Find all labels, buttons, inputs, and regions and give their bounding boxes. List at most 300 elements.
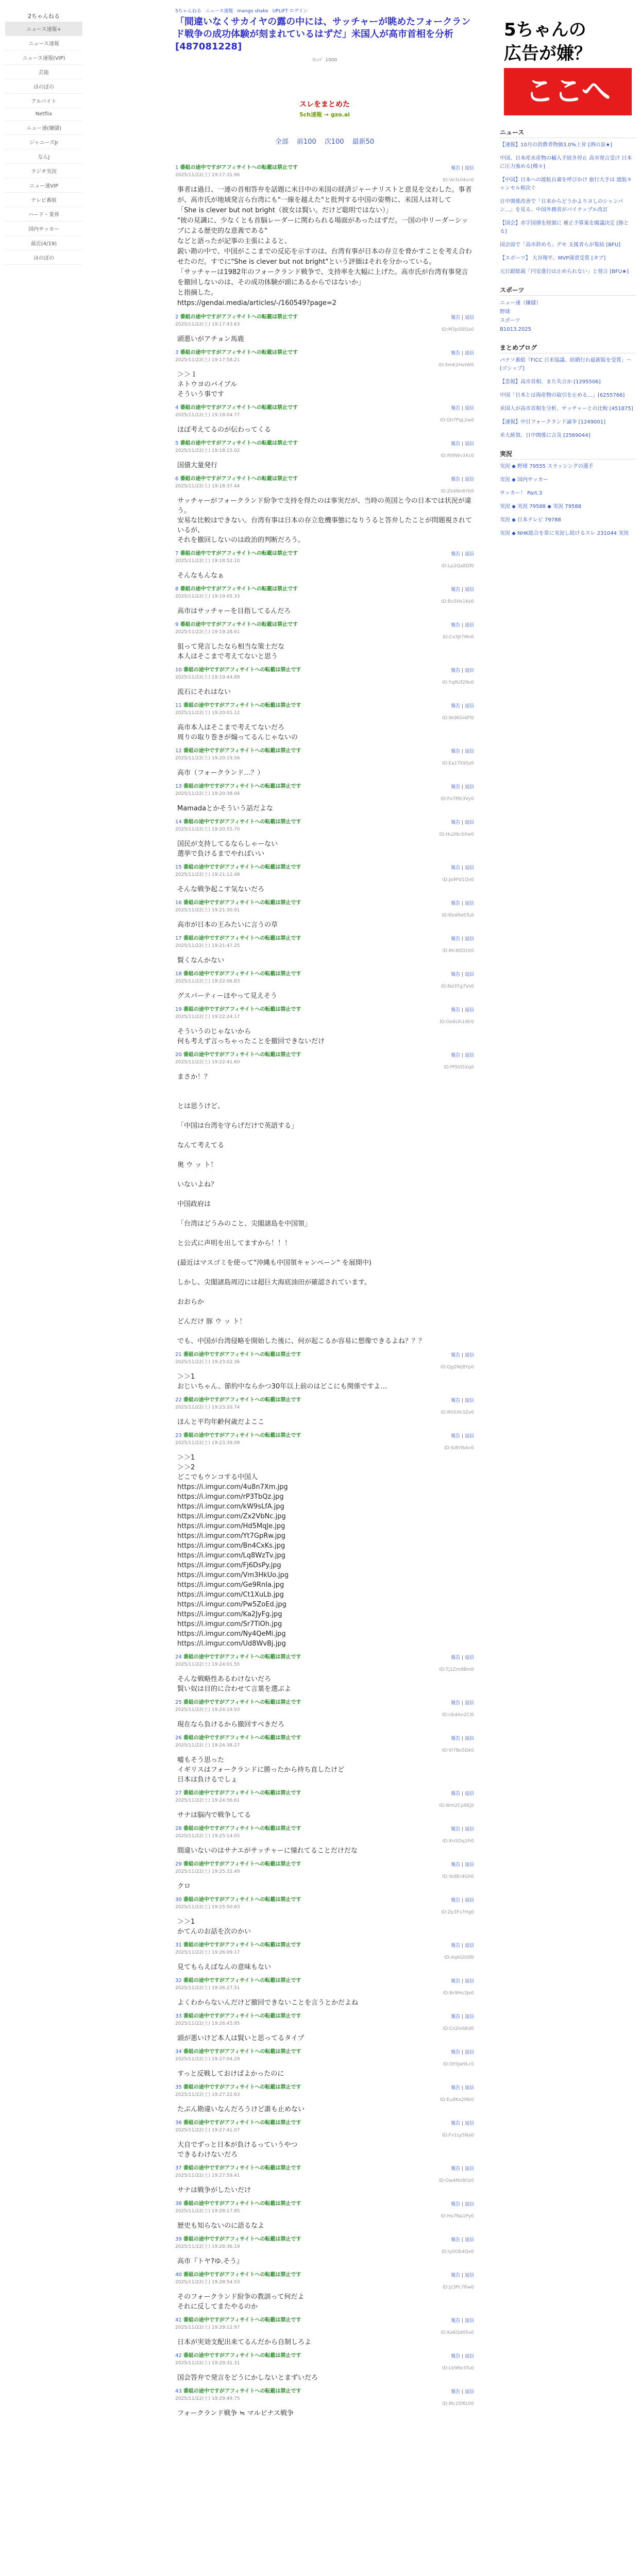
- thread-meta: ｽﾚｯﾄﾞ 1000: [312, 58, 338, 63]
- post-id: ID:Nd3Tg7Vs0: [441, 984, 474, 989]
- post: [175, 404, 474, 435]
- post-date: 2025/11/22(土) 19:29:49.75: [175, 2396, 240, 2401]
- sidebar-title: 2ちゃんねる: [28, 13, 60, 20]
- post-number[interactable]: 28: [175, 1826, 182, 1832]
- sidebar-board-item[interactable]: ニュー速(嫌儲): [5, 121, 82, 135]
- post-number[interactable]: 17: [175, 936, 182, 941]
- post-header: [175, 1977, 474, 1984]
- post-actions[interactable]: 報告 | 返信: [451, 2273, 474, 2278]
- post: [175, 1699, 474, 1730]
- sidebar-board-item[interactable]: ほのぼの: [5, 250, 82, 265]
- post-date: 2025/11/22(土) 19:19:44.89: [175, 675, 240, 680]
- post-id: ID:Aq6Gt0If0: [444, 1955, 474, 1960]
- post-author: 番組の途中ですがアフィサイトへの転載は禁止です: [183, 2353, 301, 2359]
- post-number[interactable]: 23: [175, 1433, 182, 1438]
- post-id: ID:Wm2Cp8Ej0: [439, 1803, 474, 1808]
- board-sidebar: [5, 10, 82, 265]
- sidebar-link[interactable]: 日中関係改善で「日本からどうかよりヨしのシャンパン…」を見る、中国外務省がパイナップル改訂: [500, 199, 623, 213]
- post-author: 番組の途中ですがアフィサイトへの転載は禁止です: [183, 2013, 301, 2019]
- post-number[interactable]: 38: [175, 2201, 182, 2207]
- post-actions[interactable]: 報告 | 返信: [451, 1943, 474, 1948]
- sidebar-board-item[interactable]: 最近(4/19): [5, 236, 82, 250]
- post-body: 高市はサッチャーを目指してるんだろ: [177, 607, 291, 615]
- post-date: 2025/11/22(土) 19:18:04.77: [175, 413, 240, 418]
- post-date: 2025/11/22(土) 19:23:20.74: [175, 1405, 240, 1410]
- post: [175, 2013, 474, 2043]
- post-number[interactable]: 40: [175, 2272, 182, 2278]
- post-body: たぶん勘違いなんだろうけど誰も止めない: [177, 2106, 305, 2113]
- post: [175, 1942, 474, 1972]
- post-actions[interactable]: 報告 | 返信: [451, 2121, 474, 2126]
- post-date: 2025/11/22(土) 19:21:30.91: [175, 908, 240, 913]
- post-number[interactable]: 35: [175, 2084, 182, 2090]
- post-body: Mamadaとかそういう話だよな: [177, 805, 274, 812]
- post-header: [175, 1432, 474, 1439]
- post-author: 番組の途中ですがアフィサイトへの転載は禁止です: [183, 1826, 301, 1832]
- post-number[interactable]: 29: [175, 1861, 182, 1867]
- post-id: ID:5mK2HvtW0: [438, 363, 474, 368]
- post: [175, 900, 474, 930]
- post-body: ＞＞1 かてんのお話を次のかい: [177, 1918, 251, 1936]
- post-number[interactable]: 30: [175, 1897, 182, 1903]
- post-header: [175, 935, 474, 942]
- post-author: 番組の途中ですがアフィサイトへの転載は禁止です: [183, 1735, 301, 1741]
- post-actions[interactable]: 報告 | 返信: [451, 2202, 474, 2207]
- post-body: そんなもんなぁ: [177, 572, 225, 580]
- post-header: [175, 1861, 474, 1868]
- post-number[interactable]: 26: [175, 1735, 182, 1741]
- sidebar-link[interactable]: 米国人が高市首相を分析、サッチャーとの比較 [451875]: [500, 406, 633, 412]
- post-author: 番組の途中ですがアフィサイトへの転載は禁止です: [183, 2388, 301, 2394]
- breadcrumb-link[interactable]: 5ちゃんねる: [175, 9, 201, 14]
- post: [175, 2236, 474, 2266]
- post-number[interactable]: 36: [175, 2120, 182, 2126]
- post-header: [175, 404, 474, 411]
- post-date: 2025/11/22(土) 19:18:37.44: [175, 484, 240, 489]
- ad-banner[interactable]: [500, 10, 636, 118]
- right-sidebar: [500, 10, 636, 543]
- post-body: 頭悪いがアチョン馬鹿: [177, 335, 244, 343]
- post-actions[interactable]: 報告 | 返信: [451, 587, 474, 592]
- post-author: 番組の途中ですがアフィサイトへの転載は禁止です: [180, 622, 298, 628]
- post-id: ID:Gw4Mz8Oz0: [438, 2178, 474, 2183]
- post-author: 番組の途中ですがアフィサイトへの転載は禁止です: [183, 1007, 301, 1012]
- post-id: ID:Cs2Iv6Kd0: [443, 2026, 474, 2031]
- post-actions[interactable]: 報告 | 返信: [451, 1898, 474, 1903]
- sidebar-board-item[interactable]: ジャニーズJr: [5, 135, 82, 149]
- post-number[interactable]: 25: [175, 1700, 182, 1705]
- post-number[interactable]: 9: [175, 622, 179, 628]
- post-body: 賢くなんかない: [177, 957, 225, 964]
- post-number[interactable]: 12: [175, 748, 182, 754]
- post-author: 番組の途中ですがアフィサイトへの転載は禁止です: [183, 1790, 301, 1796]
- post-actions[interactable]: 報告 | 返信: [451, 166, 474, 171]
- post-author: 番組の途中ですがアフィサイトへの転載は禁止です: [183, 1897, 301, 1903]
- pager-tab[interactable]: 最新50: [352, 138, 375, 146]
- post: [175, 819, 474, 859]
- post-id: ID:Rh5Xk3Zo0: [441, 1410, 474, 1415]
- post-number[interactable]: 7: [175, 551, 179, 556]
- post-body: 高市本人はそこまで考えてないだろ 周りの取り巻きが煽ってるんじゃないの: [177, 724, 298, 741]
- post-number[interactable]: 5: [175, 440, 179, 446]
- pager-tab[interactable]: 次100: [324, 138, 344, 146]
- sidebar-link[interactable]: 実況 ◆ 実況 79588 ◆ 実況 79588: [500, 504, 582, 510]
- post-author: 番組の途中ですがアフィサイトへの転載は禁止です: [183, 971, 301, 977]
- post-actions[interactable]: 報告 | 返信: [451, 1353, 474, 1358]
- post-actions[interactable]: 報告 | 返信: [451, 623, 474, 628]
- sidebar-board-item[interactable]: ニュー速VIP: [5, 178, 82, 193]
- post-number[interactable]: 41: [175, 2317, 182, 2323]
- post: [175, 550, 474, 581]
- post-actions[interactable]: 報告 | 返信: [451, 668, 474, 673]
- post-date: 2025/11/22(土) 19:19:05.33: [175, 594, 240, 599]
- sidebar-board-item[interactable]: ハード・業界: [5, 207, 82, 222]
- post-number[interactable]: 24: [175, 1654, 182, 1660]
- sidebar-link[interactable]: 実況 ◆ 野球 79555 スラッシングの選手: [500, 464, 594, 469]
- sidebar-link[interactable]: 中国、日本産水産物の輸入手続き停止 高市発言受け 日本に圧力強める[樽々]: [500, 156, 632, 170]
- post-id: ID:Uk4An2Cl0: [442, 1713, 474, 1718]
- post-id: ID:Rt9Wv3Xc0: [441, 453, 474, 459]
- post-date: 2025/11/22(土) 19:26:09.17: [175, 1950, 240, 1955]
- post-number[interactable]: 2: [175, 314, 179, 320]
- post: [175, 783, 474, 814]
- sidebar-link[interactable]: B1013.2025: [500, 327, 531, 332]
- post-number[interactable]: 37: [175, 2165, 182, 2171]
- post-actions[interactable]: 報告 | 返信: [451, 477, 474, 482]
- sidebar-board-item[interactable]: 国内サッカー: [5, 222, 82, 236]
- post: [175, 586, 474, 616]
- post-author: 番組の途中ですがアフィサイトへの転載は禁止です: [180, 476, 298, 482]
- post-author: 番組の途中ですがアフィサイトへの転載は禁止です: [180, 440, 298, 446]
- post: [175, 1735, 474, 1785]
- post-actions[interactable]: 報告 | 返信: [451, 1791, 474, 1797]
- post-author: 番組の途中ですがアフィサイトへの転載は禁止です: [183, 1352, 301, 1358]
- sidebar-link[interactable]: 米大統領、日中関係に言及 [2569044]: [500, 433, 591, 438]
- post-actions[interactable]: 報告 | 返信: [451, 1008, 474, 1013]
- post-number[interactable]: 32: [175, 1978, 182, 1984]
- sidebar-link[interactable]: サッカー！ Part.3: [500, 490, 543, 496]
- post-actions[interactable]: 報告 | 返信: [451, 866, 474, 871]
- sidebar-board-item[interactable]: ほのぼの: [5, 79, 82, 94]
- post-header: [175, 971, 474, 977]
- post-author: 番組の途中ですがアフィサイトへの転載は禁止です: [183, 2120, 301, 2126]
- sidebar-link[interactable]: パナソ番組『FICC 日米協議、結婚行わ最新版を受賞」〜 [ゴシップ]: [500, 358, 632, 371]
- post-header: [175, 621, 474, 628]
- post-id: ID:Br9Hu3Je0: [443, 1991, 474, 1996]
- post-number[interactable]: 34: [175, 2049, 182, 2055]
- sidebar-link[interactable]: 国会前で「高市辞めろ」デモ 支援者らが集結 [BFU]: [500, 242, 621, 248]
- sidebar-link[interactable]: ニュー速（嫌儲）: [500, 300, 541, 306]
- board-list: [5, 22, 82, 265]
- sidebar-link[interactable]: 【中国】日本への渡航自粛を呼びかけ 旅行大手は 渡航キャンセル相次ぐ: [500, 177, 632, 191]
- sidebar-link[interactable]: スポーツ: [500, 318, 520, 324]
- breadcrumb: [175, 7, 474, 14]
- sidebar-link[interactable]: 【国会】赤字国債を財源に 補正予算案を閣議決定 [豚とる]: [500, 221, 629, 234]
- post-author: 番組の途中ですがアフィサイトへの転載は禁止です: [183, 1978, 301, 1984]
- sidebar-link[interactable]: 実況 ◆ 国内サッカー: [500, 477, 548, 483]
- promo-sub-link[interactable]: 5ch速報 → gzo.ai: [299, 111, 350, 118]
- post-actions[interactable]: 報告 | 返信: [451, 820, 474, 825]
- post-id: ID:Vl7Bo5Dk0: [442, 1748, 474, 1753]
- post-number[interactable]: 10: [175, 667, 182, 673]
- post: [175, 2084, 474, 2114]
- post-date: 2025/11/22(土) 19:19:28.61: [175, 630, 240, 635]
- post-actions[interactable]: 報告 | 返信: [451, 315, 474, 320]
- ad-line2: 広告が嫌？: [504, 43, 592, 64]
- post-id: ID:Zk4Nn6Yb0: [441, 489, 474, 494]
- post-body: ほんと平均年齢何歳だよここ: [177, 1418, 265, 1426]
- post-id: ID:Lb9Re3Tu0: [442, 2366, 474, 2371]
- post-date: 2025/11/22(土) 19:20:01.12: [175, 710, 240, 716]
- post-author: 番組の途中ですがアフィサイトへの転載は禁止です: [183, 1433, 301, 1438]
- post-body: 国債大量発行: [177, 462, 218, 469]
- post-date: 2025/11/22(土) 19:23:02.36: [175, 1360, 240, 1365]
- post-id: ID:Ea1Tk9Sz0: [442, 761, 474, 766]
- sidebar-board-item[interactable]: ラジオ実況: [5, 164, 82, 178]
- post-body: まさか！？ とは思うけど、 「中国は台湾を守らげだけで英語する」 なんて考えてる 奥 ウ ッ ト！ いないよね？ 中国政府は 「台湾はどうみのこと、尖閣諸島を中国領」 と公式に声明を出してますから！！！ (最近はマスゴミを使って"沖縄も中国領キャンペーン" を展開中) しかし、尖閣諸島周辺には超巨大海底油田が確認されています。 おおらか どんだけ 豚 ウ ッ ト！ でも、中国が台湾侵略を開始した後に、何が起こるか容易に想像できるよね？？？: [177, 1073, 426, 1345]
- post-number[interactable]: 4: [175, 405, 179, 411]
- post-author: 番組の途中ですがアフィサイトへの転載は禁止です: [183, 2084, 301, 2090]
- post-author: 番組の途中ですがアフィサイトへの転載は禁止です: [180, 165, 298, 171]
- post-author: 番組の途中ですがアフィサイトへの転載は禁止です: [183, 2236, 301, 2242]
- post-author: 番組の途中ですがアフィサイトへの転載は禁止です: [180, 551, 298, 556]
- post-date: 2025/11/22(土) 19:28:17.85: [175, 2209, 240, 2214]
- post-actions[interactable]: 報告 | 返信: [451, 1862, 474, 1868]
- post-header: [175, 440, 474, 447]
- sidebar-board-item[interactable]: Netflix: [5, 108, 82, 121]
- post-date: 2025/11/22(土) 19:27:22.63: [175, 2092, 240, 2097]
- sidebar-board-item[interactable]: ニュース速報: [5, 36, 82, 50]
- post-author: 番組の途中ですがアフィサイトへの転載は禁止です: [183, 865, 301, 870]
- breadcrumb-link[interactable]: ニュース速報: [205, 9, 233, 14]
- post-number[interactable]: 21: [175, 1352, 182, 1358]
- post-id: ID:Fo7Mb3Vy0: [441, 796, 474, 802]
- news-heading: ニュース: [500, 128, 636, 138]
- news-list: [500, 141, 636, 276]
- breadcrumb-link[interactable]: mango shake: [237, 9, 268, 14]
- post-number[interactable]: 6: [175, 476, 179, 482]
- post-number[interactable]: 8: [175, 586, 179, 592]
- post-number[interactable]: 3: [175, 350, 179, 355]
- post-author: 番組の途中ですがアフィサイトへの転載は禁止です: [183, 2272, 301, 2278]
- promo-link[interactable]: スレをまとめた: [299, 100, 350, 109]
- post: [175, 1654, 474, 1694]
- post-header: [175, 1699, 474, 1706]
- post-body: グスパーティーほやって見えそう: [177, 992, 277, 1000]
- sidebar-board-item[interactable]: 芸能: [5, 65, 82, 79]
- post-actions[interactable]: 報告 | 返信: [451, 1053, 474, 1058]
- post-actions[interactable]: 報告 | 返信: [451, 2014, 474, 2020]
- post-date: 2025/11/22(土) 19:29:31.31: [175, 2361, 240, 2366]
- post-number[interactable]: 15: [175, 865, 182, 870]
- post: [175, 1790, 474, 1820]
- post-number[interactable]: 39: [175, 2236, 182, 2242]
- sidebar-link[interactable]: 実況 ◆ 日本テレビ 79788: [500, 517, 561, 523]
- matome-list: [500, 357, 636, 440]
- post-author: 番組の途中ですがアフィサイトへの転載は禁止です: [183, 1942, 301, 1948]
- post-date: 2025/11/22(土) 19:26:27.51: [175, 1986, 240, 1991]
- post-date: 2025/11/22(土) 19:24:01.55: [175, 1662, 240, 1667]
- sidebar-board-item[interactable]: テレビ番組: [5, 193, 82, 207]
- post-header: [175, 1735, 474, 1741]
- post-header: [175, 1052, 474, 1058]
- post-date: 2025/11/22(土) 19:17:31.96: [175, 173, 240, 178]
- post-number[interactable]: 22: [175, 1397, 182, 1403]
- sidebar-board-item[interactable]: ニュース速報+: [5, 22, 82, 36]
- post: [175, 440, 474, 470]
- post-id: ID:Bv5Hs1Ke0: [441, 599, 474, 604]
- post-author: 番組の途中ですがアフィサイトへの転載は禁止です: [183, 900, 301, 906]
- post-id: ID:Iy0Ob4Qx0: [442, 2249, 474, 2255]
- post-body: クロ: [177, 1883, 191, 1890]
- post-actions[interactable]: 報告 | 返信: [451, 1701, 474, 1706]
- post-date: 2025/11/22(土) 19:25:50.83: [175, 1905, 240, 1910]
- post: [175, 1825, 474, 1856]
- post-header: [175, 1654, 474, 1660]
- post-actions[interactable]: 報告 | 返信: [451, 1827, 474, 1832]
- post-body: 見てもらえばなんの意味もない: [177, 1963, 272, 1971]
- post-number[interactable]: 11: [175, 703, 182, 708]
- post: [175, 971, 474, 1001]
- post-header: [175, 2048, 474, 2055]
- post: [175, 2165, 474, 2195]
- post-header: [175, 1825, 474, 1832]
- sidebar-link[interactable]: 野球: [500, 309, 510, 315]
- post-actions[interactable]: 報告 | 返信: [451, 2354, 474, 2359]
- post-actions[interactable]: 報告 | 返信: [451, 901, 474, 906]
- post-body: 狙って発言したなら相当な策士だな 本人はそこまで考えてないと思う: [177, 643, 285, 660]
- post-number[interactable]: 20: [175, 1052, 182, 1058]
- post-actions[interactable]: 報告 | 返信: [451, 351, 474, 356]
- post-author: 番組の途中ですがアフィサイトへの転載は禁止です: [183, 748, 301, 754]
- sidebar-link[interactable]: 【悲報】高市首相、また失言か [1295506]: [500, 379, 601, 385]
- post-id: ID:Si8Yl6An0: [444, 1446, 474, 1451]
- post-date: 2025/11/22(土) 19:21:12.48: [175, 872, 240, 877]
- post-author: 番組の途中ですがアフィサイトへの転載は禁止です: [183, 1654, 301, 1660]
- post-body: 流石にそれはない: [177, 688, 231, 696]
- post-actions[interactable]: 報告 | 返信: [451, 937, 474, 942]
- post-actions[interactable]: 報告 | 返信: [451, 1398, 474, 1403]
- post-actions[interactable]: 報告 | 返信: [451, 2389, 474, 2395]
- post-author: 番組の途中ですがアフィサイトへの転載は禁止です: [180, 314, 298, 320]
- post-date: 2025/11/22(土) 19:27:04.29: [175, 2057, 240, 2062]
- pager-tab[interactable]: 前100: [296, 138, 316, 146]
- sidebar-link[interactable]: 元日銀総裁「円安進行は止められない」と発言 [BFU★]: [500, 269, 629, 275]
- post-id: ID:Jz3Pc7Rw0: [442, 2285, 474, 2290]
- sidebar-board-item[interactable]: なんJ: [5, 149, 82, 164]
- post-number[interactable]: 14: [175, 819, 182, 825]
- matome-heading: まとめブログ: [500, 343, 636, 353]
- post-number[interactable]: 31: [175, 1942, 182, 1948]
- post-actions[interactable]: 報告 | 返信: [451, 2050, 474, 2055]
- post-actions[interactable]: 報告 | 返信: [451, 2318, 474, 2324]
- post-body: そういうのじゃないから 何も考えず言っちゃったことを撤回できないだけ: [177, 1028, 325, 1045]
- sidebar-board-item[interactable]: アルバイト: [5, 94, 82, 108]
- post-actions[interactable]: 報告 | 返信: [451, 406, 474, 411]
- post: [175, 2200, 474, 2231]
- post-header: [175, 2120, 474, 2126]
- sidebar-link[interactable]: 【速報】10月の消費者物価3.0%上昇 [酒の泉★]: [500, 142, 613, 148]
- post-number[interactable]: 33: [175, 2013, 182, 2019]
- post-body: サナは戦争がしたいだけ: [177, 2187, 251, 2194]
- pager-tab[interactable]: 全部: [275, 138, 289, 146]
- post-actions[interactable]: 報告 | 返信: [451, 1655, 474, 1660]
- post-author: 番組の途中ですがアフィサイトへの転載は禁止です: [183, 667, 301, 673]
- post-list: [175, 164, 474, 2418]
- post: [175, 1397, 474, 1427]
- post-header: [175, 349, 474, 356]
- post-body: 国会答弁で発言をどうにかしないとまずいだろ: [177, 2374, 318, 2382]
- post-actions[interactable]: 報告 | 返信: [451, 785, 474, 790]
- post-body: 事者は過日、一連の首相答弁を話題に米日中の米国の経済ジャーナリストと意見を交わした。事者が、高市氏が地域発言ら台湾にも"一線を越えた"と批判する中国の姿勢に、米国人は対して 「She is clever but not bright（彼女は賢い。だけど聡明ではない）」 "彼の見識に、少なくとも首脳レーダーに関わられる場面があったはずだ。一国の中リーダーシップによる歴史的な意義である" などと語ったが記事の主張によると、 鋭い勘の中で、中国がここまでの反応を示すのは、台湾有事が日本の存立を脅かすことを考え合わせたのだ。すでに"She is clever but not bright"という評価はそれを分かっている。 「サッチャーは1982年のフォークランド戦争で、支持率を大幅に上げた。高市氏が台湾有事発言を撤回しないのは、その成功体験が頭にあるからではないか」 と指摘した。 https://gendai.media/articles/-/160549?page=2: [177, 186, 472, 307]
- post: [175, 2388, 474, 2418]
- post-date: 2025/11/22(土) 19:17:43.63: [175, 322, 240, 327]
- post: [175, 1052, 474, 1346]
- post-body: 高市が日本の王みたいに言うの草: [177, 921, 278, 929]
- post-date: 2025/11/22(土) 19:23:39.08: [175, 1440, 240, 1446]
- sidebar-link[interactable]: 中国「日本とは海産物の取引を止める…」[6255766]: [500, 393, 625, 398]
- post-actions[interactable]: 報告 | 返信: [451, 1736, 474, 1741]
- post-actions[interactable]: 報告 | 返信: [451, 2086, 474, 2091]
- post-number[interactable]: 43: [175, 2388, 182, 2394]
- post-number[interactable]: 1: [175, 165, 179, 171]
- post-actions[interactable]: 報告 | 返信: [451, 2238, 474, 2243]
- post-number[interactable]: 13: [175, 784, 182, 789]
- post-actions[interactable]: 報告 | 返信: [451, 2166, 474, 2172]
- post-number[interactable]: 42: [175, 2353, 182, 2359]
- post-actions[interactable]: 報告 | 返信: [451, 704, 474, 709]
- sidebar-link[interactable]: 【スポーツ】 大谷翔平、MVP満票受賞 [タブ]: [500, 256, 606, 261]
- post-number[interactable]: 16: [175, 900, 182, 906]
- post-actions[interactable]: 報告 | 返信: [451, 1434, 474, 1439]
- sidebar-link[interactable]: 【速報】中日フォークランド論争 [1249001]: [500, 419, 606, 425]
- post-number[interactable]: 18: [175, 971, 182, 977]
- post-actions[interactable]: 報告 | 返信: [451, 749, 474, 754]
- post-actions[interactable]: 報告 | 返信: [451, 552, 474, 557]
- post-date: 2025/11/22(土) 19:24:19.93: [175, 1707, 240, 1713]
- post-author: 番組の途中ですがアフィサイトへの転載は禁止です: [183, 2165, 301, 2171]
- post-id: ID:Oe6Uh1Wr0: [440, 1020, 474, 1025]
- post-header: [175, 748, 474, 754]
- post-actions[interactable]: 報告 | 返信: [451, 1979, 474, 1984]
- post-number[interactable]: 27: [175, 1790, 182, 1796]
- post-header: [175, 2236, 474, 2243]
- post-header: [175, 2013, 474, 2020]
- post-header: [175, 314, 474, 320]
- post-body: サナは脳内で戦争してる: [177, 1811, 251, 1819]
- post-header: [175, 667, 474, 673]
- post-actions[interactable]: 報告 | 返信: [451, 972, 474, 977]
- post-actions[interactable]: 報告 | 返信: [451, 442, 474, 447]
- post-author: 番組の途中ですがアフィサイトへの転載は禁止です: [180, 405, 298, 411]
- post: [175, 2352, 474, 2383]
- post: [175, 1006, 474, 1046]
- post-number[interactable]: 19: [175, 1007, 182, 1012]
- post-date: 2025/11/22(土) 19:26:45.95: [175, 2021, 240, 2026]
- post-author: 番組の途中ですがアフィサイトへの転載は禁止です: [180, 586, 298, 592]
- post-id: ID:Dt5Jw9Lc0: [443, 2062, 474, 2067]
- breadcrumb-link[interactable]: UPLIFT ログイン: [272, 9, 308, 14]
- post-id: ID:Ve3UI4vn0: [442, 178, 474, 183]
- sidebar-link[interactable]: 実況 ◆ NHK総合を常に実況し続けるスレ 231044 実況: [500, 531, 629, 536]
- post-date: 2025/11/22(土) 19:18:15.02: [175, 448, 240, 453]
- post: [175, 349, 474, 399]
- sidebar-board-item[interactable]: ニュース速報(VIP): [5, 50, 82, 65]
- post-id: ID:Gh7PqL2w0: [440, 418, 474, 423]
- post-id: ID:Xn5Dq1Fi0: [442, 1839, 474, 1844]
- post-body: ＞＞1 おじいちゃん、節約中ならかつ30年以上前のはどこにも関係ですよ…: [177, 1373, 387, 1391]
- thread-main: [175, 7, 474, 2424]
